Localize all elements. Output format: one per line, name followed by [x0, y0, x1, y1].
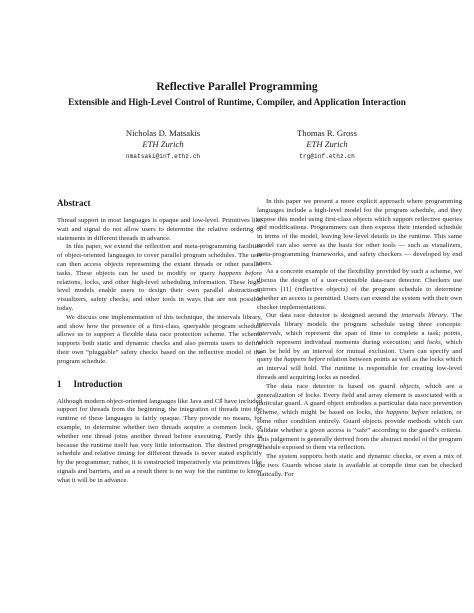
section-title: Introduction: [73, 378, 123, 389]
abstract-paragraph: In this paper, we extend the reflection and meta-programming facilities of object-oriented languages to cover parallel program schedules. The user can then access objects representing the extant threads or other parallel tasks. These objects can be used to modify or query happens before relations, locks, and other high-level scheduling information. These high-level models enable users to design their own parallel abstractions, visualizers, safety checks, and other tools in ways that are not possible today.: [57, 243, 263, 312]
body-paragraph: The system supports both static and dynamic checks, or even a mix of the two. Guards whose state is available at compile time can be checked statically. For: [257, 453, 462, 478]
author-block: [88, 128, 238, 162]
abstract-heading: Abstract: [57, 198, 91, 208]
body-paragraph: Our data race detector is designed around the intervals library. The intervals library models the program schedule using three concepts: intervals, which represent the span of time to complete a task; points, which represent individual moments during execution; and locks, which can be held by an interval for mutual exclusion. Users can specify and query the happens before relation between points as well as the locks which an interval will hold. The runtime is responsible for creating low-level threads and acquiring locks as needed.: [257, 312, 463, 381]
paper-subtitle: Extensible and High-Level Control of Runtime, Compiler, and Application Interaction: [68, 97, 406, 107]
author-affiliation: ETH Zurich: [142, 139, 184, 149]
author-email: nmatsaki@inf.ethz.ch: [125, 153, 201, 160]
author-email: trg@inf.ethz.ch: [299, 153, 355, 160]
abstract-paragraph: We discuss one implementation of this technique, the intervals library, and show how the presence of a first-class, queryable program schedule allows us to support a flexible data race protection scheme. The scheme supports both static and dynamic checks and also permits users to define their own “pluggable” safety checks based on the reflective model of the program schedule.: [57, 313, 262, 365]
emphasis-text: happens before: [386, 409, 429, 417]
left-column: [57, 198, 262, 486]
emphasis-text: happens before: [218, 269, 263, 277]
author-block: [252, 128, 402, 162]
emphasis-text: points: [443, 329, 461, 337]
emphasis-text: happens before: [284, 356, 326, 364]
section-heading: [57, 379, 262, 390]
emphasis-text: intervals: [257, 329, 281, 337]
author-name: Nicholas D. Matsakis: [125, 128, 201, 138]
intro-paragraph: Although modern object-oriented languages like Java and C♯ have included support for threads from the beginning, the integration of threads into the runtime of these languages is fairly opaque. They provide no means, for example, to determine whether two threads acquire a common lock, or whether one thread joins another thread before executing. Partly this is because the runtime itself has very little information. The desired program schedule and relative timing for different threads is never stated explicitly by the programmer; rather, it is constructed imperatively via primitives like signals and barriers, and as a result there is no way for the runtime to know what it will be in advance.: [57, 397, 262, 484]
body-paragraph: The data race detector is based on guard objects, which are a generalization of locks. Every field and array element is associated with a particular guard. A guard object embodies a particular data race prevention scheme, which might be based on locks, the happens before relation, or some other condition entirely. Guard objects provide methods which can validate whether a given access is “safe” according to the guard’s criteria. This judgement is generally derived from the abstract model of the program schedule exposed to them via reflection.: [257, 382, 463, 452]
right-column: [257, 198, 462, 480]
paper-title: Reflective Parallel Programming: [156, 81, 318, 93]
emphasis-text: guard objects: [379, 382, 419, 390]
section-number: 1: [57, 378, 62, 389]
body-paragraph: As a concrete example of the flexibility provided by such a scheme, we discuss the design of a user-extensible data-race detector. Checkers use mirrors [11] (reflective objects) of the program schedule to determine whether an access is permitted. Users can extend the system with their own checker implementations.: [257, 268, 462, 311]
body-paragraph: In this paper we present a more explicit approach where programming languages include a high-level model for the program schedule, and they expose this model using first-class objects which support reflective queries and modifications. Programmers can then express their intended schedule in terms of the model, leaving low-level details to the runtime. This same model can also serve as the basis for other tools — such as visualizers, meta-programming frameworks, and safety checkers — developed by end users.: [257, 198, 462, 267]
emphasis-text: locks: [426, 338, 441, 346]
emphasis-text: intervals library: [401, 312, 447, 320]
author-name: Thomas R. Gross: [297, 128, 357, 138]
author-affiliation: ETH Zurich: [306, 139, 348, 149]
abstract-paragraph: Thread support in most languages is opaque and low-level. Primitives like wait and signal do not allow users to determine the relative ordering of statements in different threads in advance.: [57, 217, 262, 242]
